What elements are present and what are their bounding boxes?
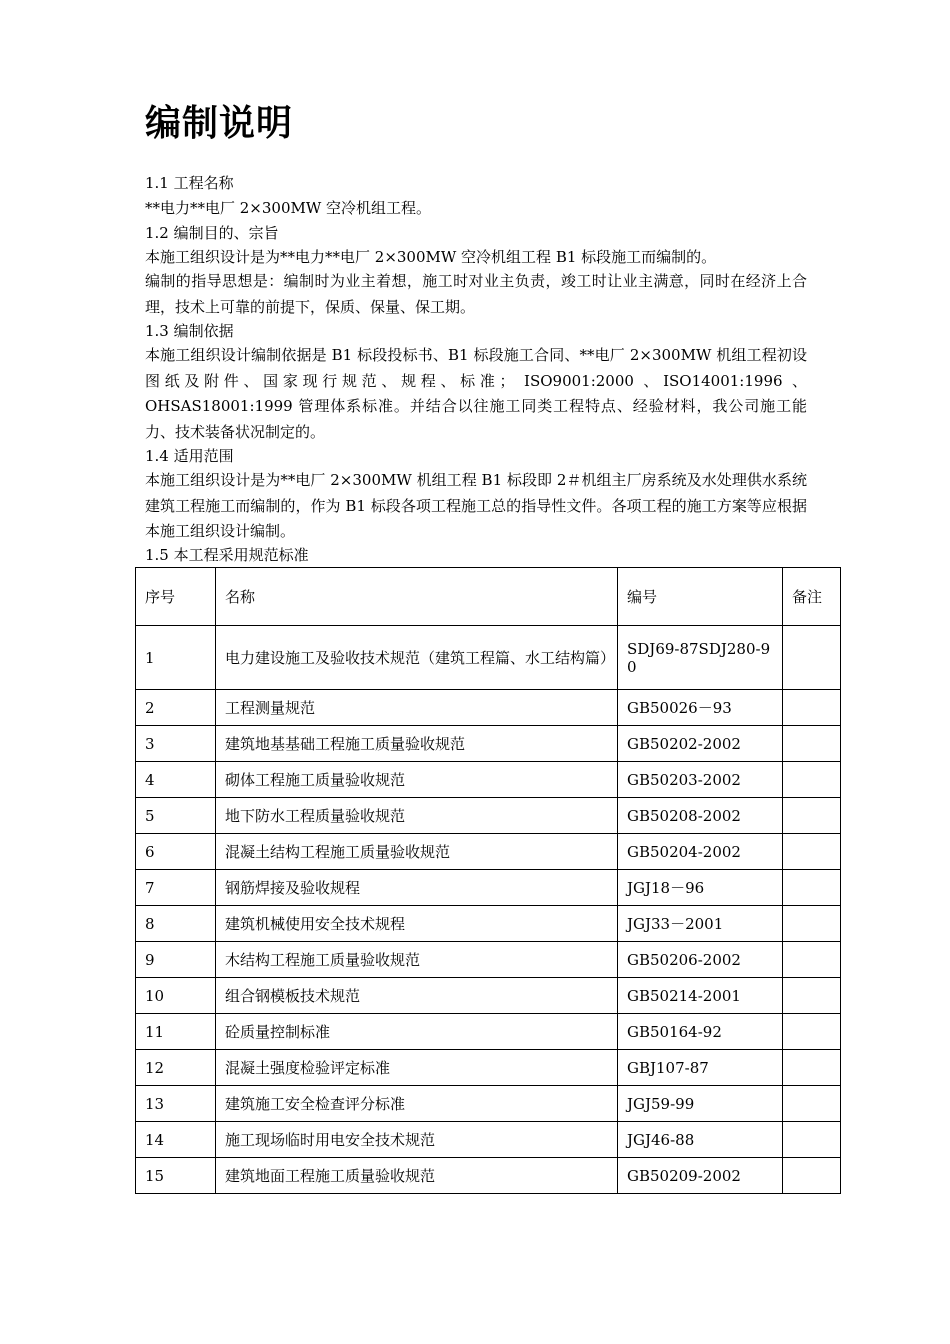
table-header-row — [136, 568, 841, 626]
cell-code: GB50026－93 — [618, 690, 783, 726]
cell-name: 砌体工程施工质量验收规范 — [216, 762, 618, 798]
cell-note — [783, 762, 841, 798]
cell-code: GB50164-92 — [618, 1014, 783, 1050]
cell-note — [783, 1122, 841, 1158]
table-row — [136, 942, 841, 978]
header-note: 备注 — [783, 568, 841, 626]
section-4-text: 本施工组织设计是为**电厂 2×300MW 机组工程 B1 标段即 2＃机组主厂房系统及水处理供水系统建筑工程施工而编制的，作为 B1 标段各项工程施工总的指导性文件。各项工程的施工方案等应根据本施工组织设计编制。 — [145, 471, 807, 540]
cell-code: SDJ69-87SDJ280-9 0 — [618, 626, 783, 690]
cell-no: 15 — [136, 1158, 216, 1194]
header-code: 编号 — [618, 568, 783, 626]
table-row — [136, 1014, 841, 1050]
section-3-heading: 1.3 编制依据 — [145, 322, 234, 340]
cell-name: 建筑施工安全检查评分标准 — [216, 1086, 618, 1122]
cell-note — [783, 978, 841, 1014]
section-5-heading: 1.5 本工程采用规范标准 — [145, 546, 309, 564]
cell-no: 14 — [136, 1122, 216, 1158]
cell-code: GB50203-2002 — [618, 762, 783, 798]
cell-name: 混凝土结构工程施工质量验收规范 — [216, 834, 618, 870]
cell-code: JGJ59-99 — [618, 1086, 783, 1122]
cell-code: GB50206-2002 — [618, 942, 783, 978]
table-row — [136, 762, 841, 798]
cell-no: 4 — [136, 762, 216, 798]
cell-note — [783, 906, 841, 942]
cell-code: GB50209-2002 — [618, 1158, 783, 1194]
cell-code: GBJ107-87 — [618, 1050, 783, 1086]
cell-no: 12 — [136, 1050, 216, 1086]
cell-note — [783, 1014, 841, 1050]
cell-note — [783, 726, 841, 762]
cell-no: 2 — [136, 690, 216, 726]
table-row — [136, 1050, 841, 1086]
table-row — [136, 1158, 841, 1194]
table-row — [136, 690, 841, 726]
cell-code: JGJ18－96 — [618, 870, 783, 906]
section-4-heading: 1.4 适用范围 — [145, 447, 234, 465]
cell-no: 5 — [136, 798, 216, 834]
cell-name: 施工现场临时用电安全技术规范 — [216, 1122, 618, 1158]
cell-note — [783, 1050, 841, 1086]
header-name: 名称 — [216, 568, 618, 626]
cell-name: 电力建设施工及验收技术规范（建筑工程篇、水工结构篇） — [216, 626, 618, 690]
cell-no: 8 — [136, 906, 216, 942]
cell-name: 混凝土强度检验评定标准 — [216, 1050, 618, 1086]
cell-note — [783, 942, 841, 978]
cell-note — [783, 1158, 841, 1194]
cell-note — [783, 626, 841, 690]
table-row — [136, 1122, 841, 1158]
cell-no: 10 — [136, 978, 216, 1014]
table-row — [136, 626, 841, 690]
cell-code: JGJ33－2001 — [618, 906, 783, 942]
cell-name: 木结构工程施工质量验收规范 — [216, 942, 618, 978]
cell-code: GB50208-2002 — [618, 798, 783, 834]
section-2-heading: 1.2 编制目的、宗旨 — [145, 224, 279, 242]
page-title: 编制说明 — [145, 103, 294, 144]
cell-no: 7 — [136, 870, 216, 906]
section-1-heading: 1.1 工程名称 — [145, 174, 234, 192]
cell-name: 建筑地面工程施工质量验收规范 — [216, 1158, 618, 1194]
cell-note — [783, 690, 841, 726]
section-2-text-2: 编制的指导思想是：编制时为业主着想，施工时对业主负责，竣工时让业主满意，同时在经济上合理，技术上可靠的前提下，保质、保量、保工期。 — [145, 272, 807, 316]
cell-no: 3 — [136, 726, 216, 762]
cell-name: 砼质量控制标准 — [216, 1014, 618, 1050]
table-row — [136, 798, 841, 834]
table-row — [136, 906, 841, 942]
header-no: 序号 — [136, 568, 216, 626]
cell-note — [783, 870, 841, 906]
cell-no: 9 — [136, 942, 216, 978]
cell-name: 建筑地基基础工程施工质量验收规范 — [216, 726, 618, 762]
cell-note — [783, 834, 841, 870]
table-row — [136, 1086, 841, 1122]
table-row — [136, 978, 841, 1014]
table-row — [136, 726, 841, 762]
cell-code: GB50202-2002 — [618, 726, 783, 762]
table-row — [136, 834, 841, 870]
cell-no: 1 — [136, 626, 216, 690]
cell-name: 工程测量规范 — [216, 690, 618, 726]
cell-no: 11 — [136, 1014, 216, 1050]
cell-no: 6 — [136, 834, 216, 870]
section-3-text: 本施工组织设计编制依据是 B1 标段投标书、B1 标段施工合同、**电厂 2×300MW 机组工程初设图纸及附件、国家现行规范、规程、标准； ISO9001:2000 、ISO14001:1996 、OHSAS18001:1999 管理体系标准。并结合以往施工同类工程特点、经验材料，我公司施工能力、技术装备状况制定的。 — [145, 346, 807, 441]
cell-name: 地下防水工程质量验收规范 — [216, 798, 618, 834]
standards-table — [135, 567, 841, 1194]
section-2-text-1: 本施工组织设计是为**电力**电厂 2×300MW 空冷机组工程 B1 标段施工而编制的。 — [145, 248, 717, 266]
cell-no: 13 — [136, 1086, 216, 1122]
cell-name: 组合钢模板技术规范 — [216, 978, 618, 1014]
section-1-text: **电力**电厂 2×300MW 空冷机组工程。 — [145, 199, 432, 217]
table-row — [136, 870, 841, 906]
cell-name: 建筑机械使用安全技术规程 — [216, 906, 618, 942]
cell-note — [783, 1086, 841, 1122]
cell-code: JGJ46-88 — [618, 1122, 783, 1158]
cell-code: GB50204-2002 — [618, 834, 783, 870]
cell-code: GB50214-2001 — [618, 978, 783, 1014]
cell-note — [783, 798, 841, 834]
cell-name: 钢筋焊接及验收规程 — [216, 870, 618, 906]
